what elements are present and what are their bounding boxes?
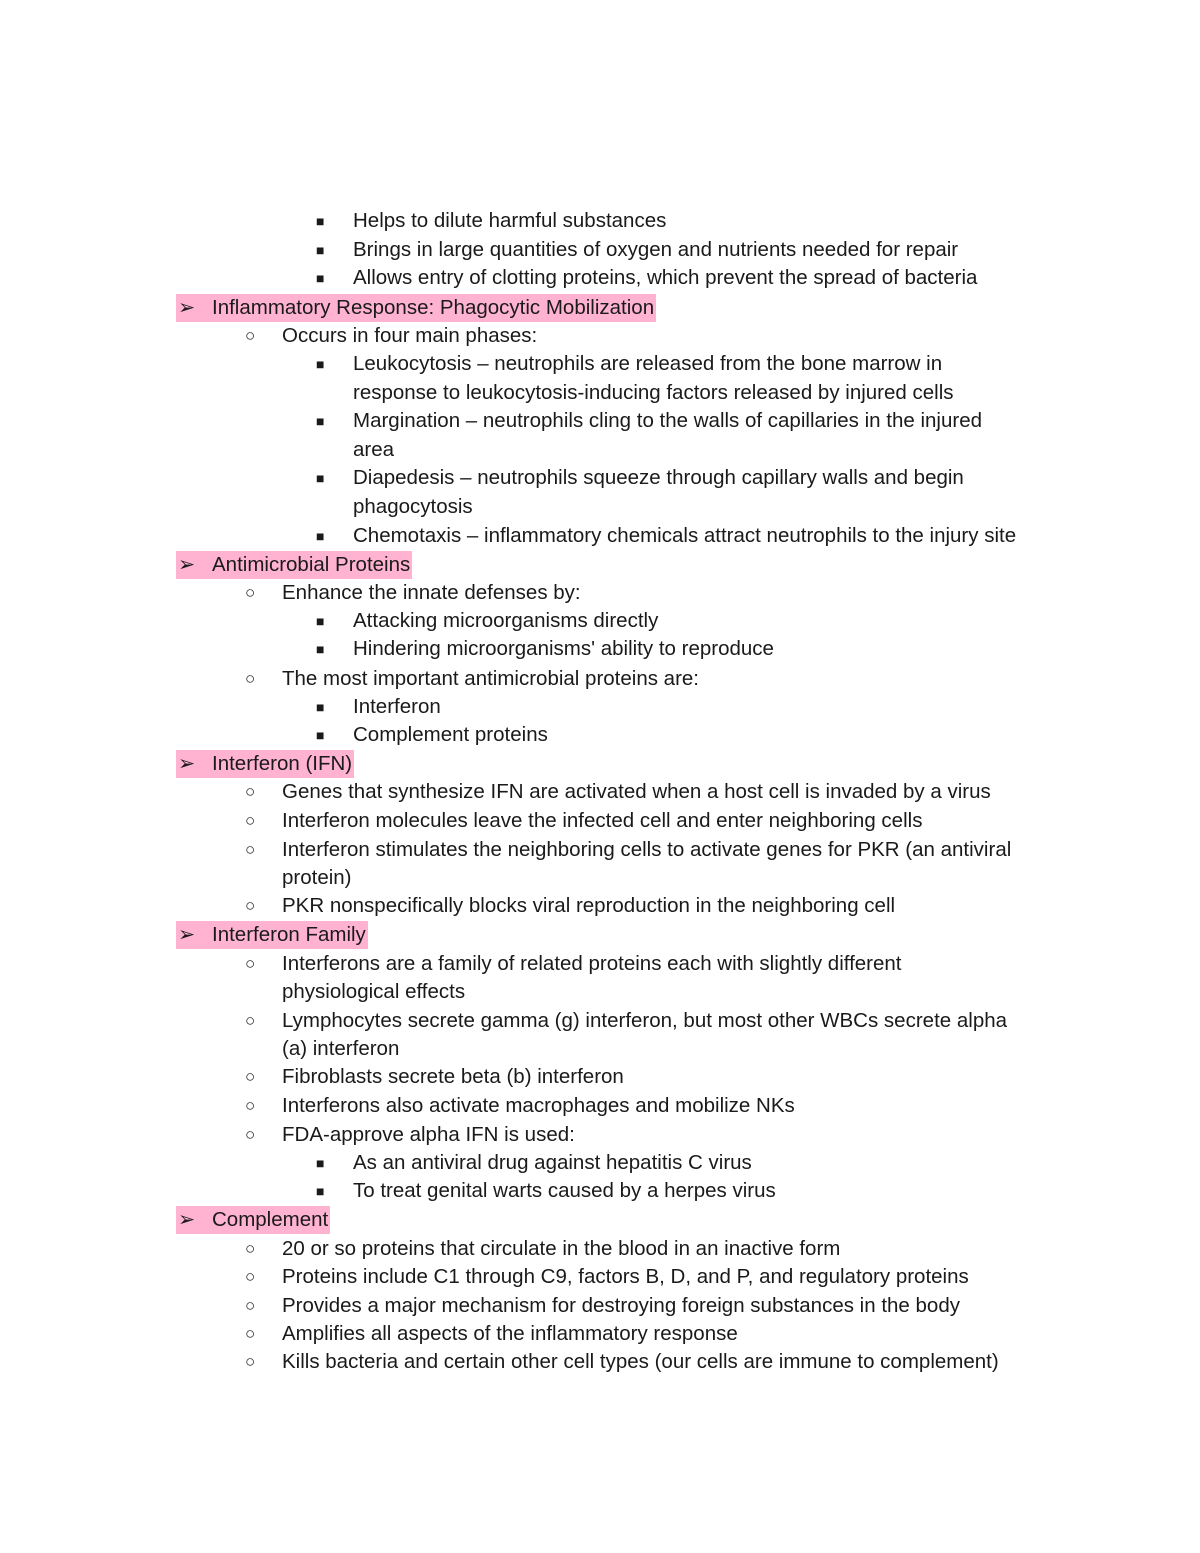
circle-bullet-icon: ○ <box>245 896 256 915</box>
list-item-continuation: physiological effects <box>282 980 466 1003</box>
circle-bullet-icon: ○ <box>245 1296 256 1315</box>
square-bullet-icon: ■ <box>316 727 325 743</box>
square-bullet-icon: ■ <box>316 242 325 258</box>
section-heading: ➢ Interferon (IFN) <box>176 750 354 778</box>
arrow-bullet-icon: ➢ <box>178 296 196 319</box>
circle-bullet-icon: ○ <box>245 1096 256 1115</box>
circle-bullet-icon: ○ <box>245 840 256 859</box>
circle-bullet-icon: ○ <box>245 583 256 602</box>
circle-bullet-icon: ○ <box>245 811 256 830</box>
square-bullet-icon: ■ <box>316 413 325 429</box>
circle-bullet-icon: ○ <box>245 1067 256 1086</box>
square-bullet-icon: ■ <box>316 213 325 229</box>
square-bullet-icon: ■ <box>316 641 325 657</box>
list-item-continuation: area <box>353 438 395 461</box>
circle-bullet-icon: ○ <box>245 1324 256 1343</box>
document-page: ■ Helps to dilute harmful substances ■ Brings in large quantities of oxygen and nutrients needed for repair ■ Allows entry of clotting proteins, which prevent the spread of bacteria ➢ Inflammatory Response: Phagocytic Mobilization ○ Occurs in four main phases: ■ Leukocytosis – neutrophils are released from the bone marrow in response to leukocytosis-inducing factors released by injured cells ■ Margination – neutrophils cling to the walls of capillaries in the injured area ■ Diapedesis – neutrophils squeeze through capillary walls and begin phagocytosis ■ Chemotaxis – inflammatory chemicals attract neutrophils to the injury site ➢ Antimicrobial Proteins ○ Enhance the innate defenses by: ■ Attacking microorganisms directly ■ Hindering microorganisms' ability to reproduce ○ The most important antimicrobial proteins are: ■ Interferon ■ Complement proteins ➢ Interferon (IFN) ○ Genes that synthesize IFN are activated when a host cell is invaded by a virus ○ Interferon molecules leave the infected cell and enter neighboring cells ○ Interferon stimulates the neighboring cells to activate genes for PKR (an antiviral protein) ○ PKR nonspecifically blocks viral reproduction in the neighboring cell ➢ Interferon Family ○ Interferons are a family of related proteins each with slightly different physiological effects ○ Lymphocytes secrete gamma (g) interferon, but most other WBCs secrete alpha (a) interferon ○ Fibroblasts secrete beta (b) interferon ○ Interferons also activate macrophages and mobilize NKs ○ FDA-approve alpha IFN is used: ■ As an antiviral drug against hepatitis C virus ■ To treat genital warts caused by a herpes virus ➢ Complement ○ 20 or so proteins that circulate in the blood in an inactive form ○ Proteins include C1 through C9, factors B, D, and P, and regulatory proteins ○ Provides a major mechanism for destroying foreign substances in the body ○ Amplifies all aspects of the inflammatory response ○ Kills bacteria and certain other cell types (our cells are immune to complement) <box>0 0 1200 1553</box>
section-heading: ➢ Antimicrobial Proteins <box>176 551 412 579</box>
circle-bullet-icon: ○ <box>245 1267 256 1286</box>
list-item-continuation: response to leukocytosis-inducing factors released by injured cells <box>353 381 954 404</box>
circle-bullet-icon: ○ <box>245 1239 256 1258</box>
square-bullet-icon: ■ <box>316 470 325 486</box>
arrow-bullet-icon: ➢ <box>178 752 196 775</box>
circle-bullet-icon: ○ <box>245 326 256 345</box>
arrow-bullet-icon: ➢ <box>178 553 196 576</box>
square-bullet-icon: ■ <box>316 1155 325 1171</box>
square-bullet-icon: ■ <box>316 270 325 286</box>
square-bullet-icon: ■ <box>316 1183 325 1199</box>
square-bullet-icon: ■ <box>316 356 325 372</box>
circle-bullet-icon: ○ <box>245 1352 256 1371</box>
square-bullet-icon: ■ <box>316 528 325 544</box>
circle-bullet-icon: ○ <box>245 1125 256 1144</box>
list-item-continuation: (a) interferon <box>282 1037 400 1060</box>
list-item-continuation: phagocytosis <box>353 495 473 518</box>
list-item-continuation: protein) <box>282 866 352 889</box>
circle-bullet-icon: ○ <box>245 782 256 801</box>
square-bullet-icon: ■ <box>316 613 325 629</box>
section-heading: ➢ Interferon Family <box>176 921 368 949</box>
section-heading: ➢ Complement <box>176 1206 330 1234</box>
section-heading: ➢ Inflammatory Response: Phagocytic Mobilization <box>176 294 656 322</box>
circle-bullet-icon: ○ <box>245 1011 256 1030</box>
circle-bullet-icon: ○ <box>245 954 256 973</box>
circle-bullet-icon: ○ <box>245 669 256 688</box>
square-bullet-icon: ■ <box>316 699 325 715</box>
arrow-bullet-icon: ➢ <box>178 1208 196 1231</box>
arrow-bullet-icon: ➢ <box>178 923 196 946</box>
